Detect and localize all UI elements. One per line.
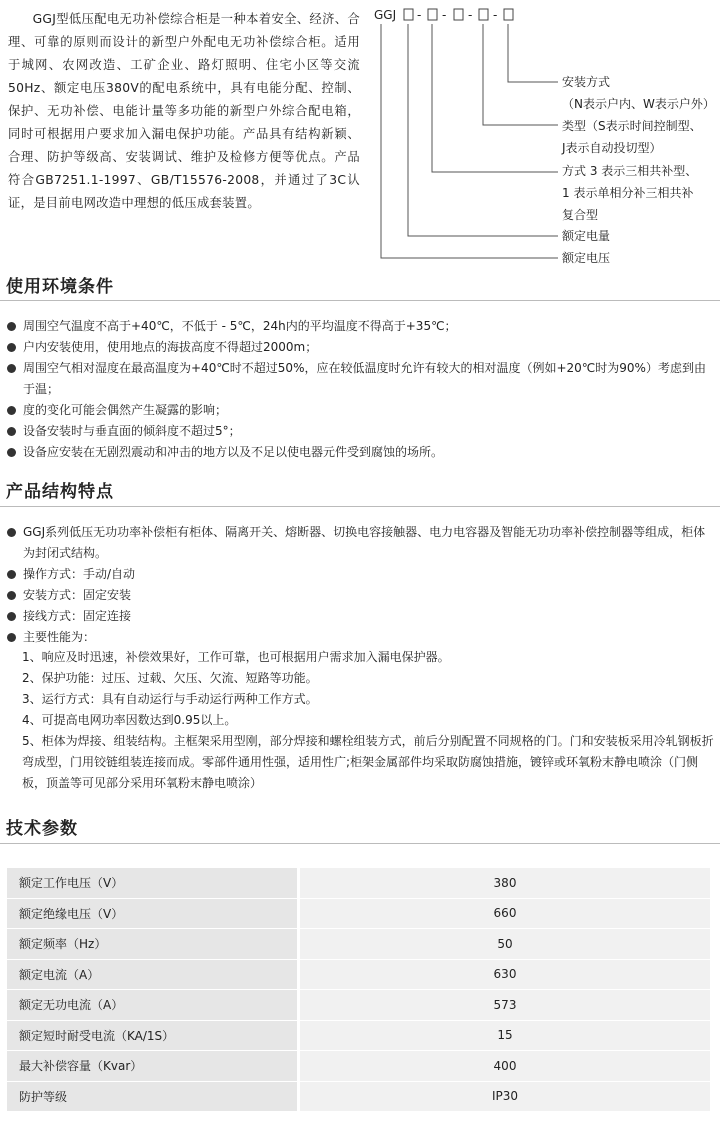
bullet-icon (7, 528, 16, 537)
bullet-icon (7, 612, 16, 621)
bullet-icon (7, 633, 16, 642)
list-item: 度的变化可能会偶然产生凝露的影响； (6, 400, 714, 421)
bullet-icon (7, 427, 16, 436)
label-mode: 方式 3 表示三相共补型、 (562, 164, 698, 178)
table-row (7, 868, 710, 898)
code-sep-3: - (468, 8, 473, 22)
list-item: 主要性能为： (6, 627, 714, 648)
label-mode-note-2: 复合型 (562, 208, 599, 222)
label-mode-note: 1 表示单相分补三相共补 (562, 186, 694, 200)
code-box-3 (454, 9, 463, 20)
list-item: 操作方式：手动/自动 (6, 564, 714, 585)
leader-line-mode (432, 24, 558, 172)
param-name: 防护等级 (7, 1081, 299, 1112)
model-code-diagram (370, 0, 720, 270)
label-rated-current: 额定电量 (562, 229, 611, 243)
code-sep-2: - (442, 8, 447, 22)
param-value: 660 (299, 898, 711, 929)
bullet-icon (7, 406, 16, 415)
table-row (7, 990, 710, 1021)
label-install-method: 安装方式 (562, 75, 611, 89)
leader-line-type (483, 24, 558, 125)
param-value: 400 (299, 1051, 711, 1082)
section-title-tech-params: 技术参数 (6, 819, 78, 839)
code-sep-4: - (493, 8, 498, 22)
bullet-icon (7, 322, 16, 331)
list-item: 设备应安装在无剧烈震动和冲击的地方以及不足以使电器元件受到腐蚀的场所。 (6, 442, 714, 463)
param-value: IP30 (299, 1081, 711, 1112)
param-name: 额定无功电流（A） (7, 990, 299, 1021)
param-name: 额定频率（Hz） (7, 929, 299, 960)
environment-list (6, 316, 714, 463)
code-box-2 (428, 9, 437, 20)
table-row (7, 1051, 710, 1082)
label-install-note: （N表示户内、W表示户外） (562, 97, 715, 111)
code-box-5 (504, 9, 513, 20)
code-box-4 (479, 9, 488, 20)
param-name: 额定绝缘电压（V） (7, 898, 299, 929)
param-value: 15 (299, 1020, 711, 1051)
list-item: 5、柜体为焊接、组装结构。主框架采用型刚，部分焊接和螺栓组装方式，前后分别配置不同规格的门。门和安装板采用冷轧钢板折弯成型，门用铰链组装连接而成。零部件通用性强，适用性广;柜架金属部件均采取防腐蚀措施，镀锌或环氧粉末静电喷涂（门侧板，顶盖等可见部分采用环氧粉末静电喷涂） (22, 734, 714, 790)
bullet-icon (7, 364, 16, 373)
code-sep-1: - (417, 8, 422, 22)
list-item: 1、响应及时迅速，补偿效果好，工作可靠，也可根据用户需求加入漏电保护器。 (22, 650, 450, 664)
intro-paragraph (8, 8, 360, 215)
bullet-icon (7, 570, 16, 579)
label-type-note: J表示自动投切型） (562, 141, 662, 155)
intro-text: GGJ型低压配电无功补偿综合柜是一种本着安全、经济、合理、可靠的原则而设计的新型户外配电无功补偿综合柜。适用于城网、农网改造、工矿企业、路灯照明、住宅小区等交流50Hz、额定电压380V的配电系统中，具有电能分配、控制、保护、无功补偿、电能计量等多功能的新型户外综合配电箱，同时可根据用户要求加入漏电保护功能。产品具有结构新颖、合理、防护等级高、安装调试、维护及检修方便等优点。产品符合GB7251.1-1997、GB/T15576-2008，并通过了3C认证，是目前电网改造中理想的低压成套装置。 (8, 12, 360, 210)
label-rated-voltage: 额定电压 (562, 251, 611, 265)
list-item: 安装方式：固定安装 (6, 585, 714, 606)
bullet-icon (7, 343, 16, 352)
param-value: 50 (299, 929, 711, 960)
param-name: 额定工作电压（V） (7, 868, 299, 898)
table-row (7, 1081, 710, 1112)
list-item: 设备安装时与垂直面的倾斜度不超过5°； (6, 421, 714, 442)
section-divider (0, 506, 720, 507)
code-box-1 (404, 9, 413, 20)
model-code-prefix: GGJ (374, 8, 397, 22)
param-value: 573 (299, 990, 711, 1021)
table-row (7, 929, 710, 960)
table-row (7, 959, 710, 990)
bullet-icon (7, 448, 16, 457)
list-item: 周围空气相对湿度在最高温度为+40℃时不超过50%，应在较低温度时允许有较大的相对温度（例如+20℃时为90%）考虑到由于温； (6, 358, 714, 400)
list-item: GGJ系列低压无功功率补偿柜有柜体、隔离开关、熔断器、切换电容接触器、电力电容器及智能无功功率补偿控制器等组成，柜体为封闭式结构。 (6, 522, 714, 564)
list-item: 户内安装使用，使用地点的海拔高度不得超过2000m； (6, 337, 714, 358)
params-table (7, 868, 710, 1112)
list-item: 2、保护功能：过压、过载、欠压、欠流、短路等功能。 (22, 671, 318, 685)
list-item: 3、运行方式：具有自动运行与手动运行两种工作方式。 (22, 692, 318, 706)
list-item: 周围空气温度不高于+40℃，不低于 - 5℃，24h内的平均温度不得高于+35℃； (6, 316, 714, 337)
param-value: 630 (299, 959, 711, 990)
list-item: 接线方式：固定连接 (6, 606, 714, 627)
performance-list (22, 647, 716, 794)
leader-line-install (508, 24, 558, 82)
list-item: 4、可提高电网功率因数达到0.95以上。 (22, 713, 237, 727)
table-row (7, 898, 710, 929)
structure-list (6, 522, 714, 648)
bullet-icon (7, 591, 16, 600)
section-title-structure: 产品结构特点 (6, 482, 114, 502)
param-name: 额定短时耐受电流（KA/1S） (7, 1020, 299, 1051)
section-divider (0, 300, 720, 301)
label-type: 类型（S表示时间控制型、 (562, 119, 702, 133)
section-title-environment: 使用环境条件 (6, 277, 114, 297)
param-name: 最大补偿容量（Kvar） (7, 1051, 299, 1082)
param-name: 额定电流（A） (7, 959, 299, 990)
param-value: 380 (299, 868, 711, 898)
section-divider (0, 843, 720, 844)
table-row (7, 1020, 710, 1051)
